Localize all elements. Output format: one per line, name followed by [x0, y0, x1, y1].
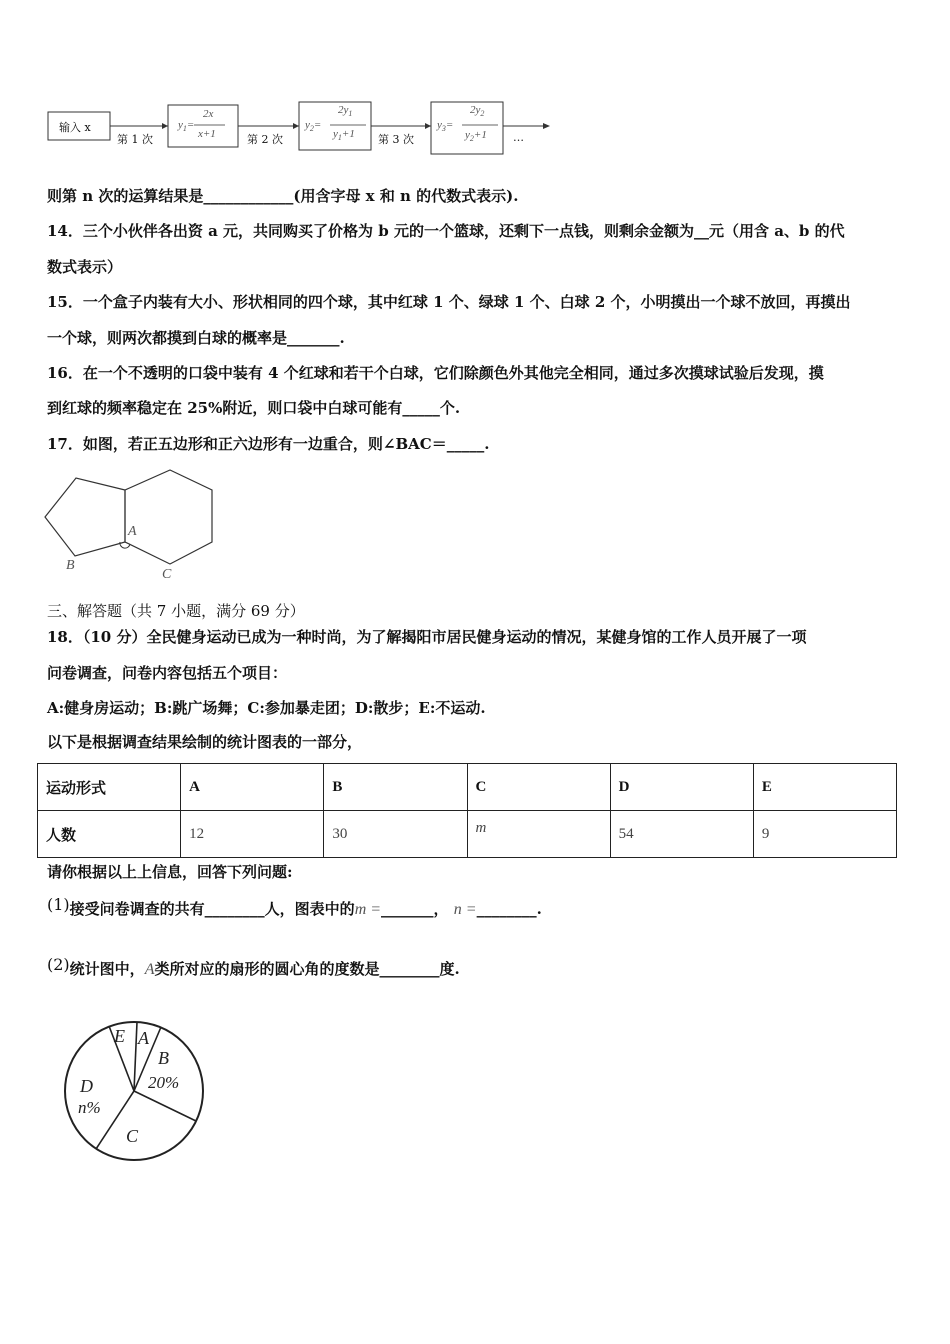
flow-ellipsis: …: [513, 131, 524, 144]
pie-divider-e-a: [134, 1022, 137, 1091]
flow-box3-num: $2y_2$: [470, 104, 485, 119]
polygon-figure: [40, 462, 230, 587]
flow-box3-lhs: $y_3=$: [437, 119, 454, 134]
q18-prompt: 请你根据以上上信息，回答下列问题:: [47, 863, 293, 881]
flow-box2-num: $2y_1$: [338, 104, 353, 119]
flow-box1-lhs: $y_1=$: [178, 119, 195, 134]
table-cell: 30: [324, 811, 467, 858]
q15-line1: 15．一个盒子内装有大小、形状相同的四个球，其中红球 1 个、绿球 1 个、白球 2 个，小明摸出一个球不放回，再摸出: [47, 293, 851, 311]
flow-step-2: 第 2 次: [247, 133, 283, 146]
q17-text: 17．如图，若正五边形和正六边形有一边重合，则∠BAC＝_____.: [47, 435, 490, 453]
flow-input-label: 输入 x: [59, 121, 91, 134]
flow-step-3: 第 3 次: [378, 133, 414, 146]
pentagon-shape: [45, 478, 125, 556]
stats-table: [37, 763, 897, 858]
label-point-b: B: [66, 558, 75, 573]
table-cell: 9: [753, 811, 896, 858]
flow-box1-den: x+1: [198, 128, 216, 140]
table-header-cell: D: [610, 764, 753, 811]
sub2-number: (2): [47, 955, 70, 974]
table-row: [38, 811, 897, 858]
pie-label-b: B: [158, 1048, 169, 1068]
pie-label-d-pct: n%: [78, 1098, 101, 1117]
flowchart: [45, 98, 555, 160]
table-header-cell: 运动形式: [38, 764, 181, 811]
q16-line1: 16．在一个不透明的口袋中装有 4 个红球和若干个白球，它们除颜色外其他完全相同，通过多次摸球试验后发现，摸: [47, 364, 824, 382]
pie-label-b-pct: 20%: [148, 1073, 180, 1092]
pie-label-a: A: [138, 1028, 149, 1048]
table-cell: 12: [181, 811, 324, 858]
label-point-a: A: [128, 524, 137, 539]
q18-line4: 以下是根据调查结果绘制的统计图表的一部分，: [47, 733, 363, 751]
q15-line2: 一个球，则两次都摸到白球的概率是_______.: [47, 329, 345, 347]
label-point-c: C: [162, 567, 172, 582]
table-header-cell: C: [467, 764, 610, 811]
table-header-cell: E: [753, 764, 896, 811]
flow-box1-num: 2x: [203, 108, 214, 120]
q14-line2: 数式表示）: [47, 258, 123, 276]
sub1-number: (1): [47, 895, 70, 914]
q18-sub1: (1)接受问卷调查的共有________人，图表中的m =_______， n =________.: [47, 895, 542, 918]
q18-line1: 18．（10 分）全民健身运动已成为一种时尚，为了解揭阳市居民健身运动的情况，某健身馆的工作人员开展了一项: [47, 628, 807, 646]
q18-line2: 问卷调查，问卷内容包括五个项目：: [47, 664, 288, 682]
table-header-row: [38, 764, 897, 811]
flow-box2-lhs: $y_2=$: [305, 119, 322, 134]
flow-box3-den: $y_2+1$: [465, 129, 487, 144]
pie-label-d: D: [80, 1076, 93, 1096]
q13-tail: 则第 n 次的运算结果是____________(用含字母 x 和 n 的代数式表示).: [47, 187, 519, 205]
pie-label-e: E: [114, 1026, 125, 1046]
pie-chart: [60, 1018, 210, 1168]
table-cell: m: [467, 811, 610, 858]
hexagon-shape: [125, 470, 212, 564]
q18-line3: A:健身房运动；B:跳广场舞；C:参加暴走团；D:散步；E:不运动.: [47, 699, 486, 717]
q16-line2: 到红球的频率稳定在 25%附近，则口袋中白球可能有_____个.: [47, 399, 461, 417]
table-header-cell: B: [324, 764, 467, 811]
table-header-cell: A: [181, 764, 324, 811]
pie-label-c: C: [126, 1126, 139, 1146]
flow-step-1: 第 1 次: [117, 133, 153, 146]
pie-divider-b-c: [134, 1091, 196, 1121]
table-cell: 54: [610, 811, 753, 858]
flow-box2-den: $y_1+1$: [333, 128, 355, 143]
table-row-label: 人数: [38, 811, 181, 858]
q14-line1: 14．三个小伙伴各出资 a 元，共同购买了价格为 b 元的一个篮球，还剩下一点钱，则剩余金额为__元（用含 a、b 的代: [47, 222, 845, 240]
section-3-heading: 三、解答题（共 7 小题，满分 69 分）: [47, 602, 305, 620]
q18-sub2: (2)统计图中，A类所对应的扇形的圆心角的度数是________度.: [47, 955, 460, 978]
